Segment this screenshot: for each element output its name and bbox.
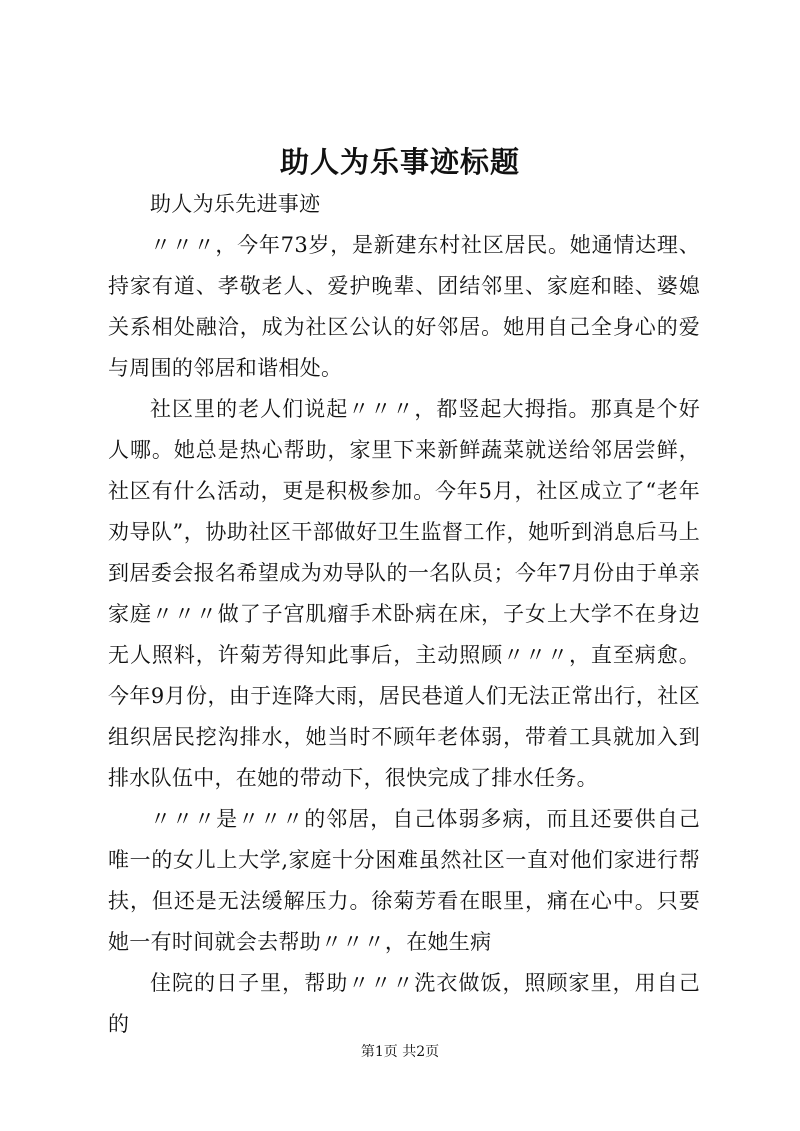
page-footer: 第1页 共2页 [360, 1044, 440, 1060]
document-title: 助人为乐事迹标题 [279, 145, 520, 179]
paragraph-heading: 助人为乐先进事迹 [150, 192, 321, 216]
paragraph: 〃〃〃，今年73岁，是新建东村社区居民。她通情达理、持家有道、孝敬老人、爱护晚辈、团结邻里、家庭和睦、婆媳关系相处融洽，成为社区公认的好邻居。她用自己全身心的爱与周围的邻居和谐相处。 [108, 233, 700, 380]
paragraph: 住院的日子里，帮助〃〃〃洗衣做饭，照顾家里，用自己的 [108, 971, 700, 1036]
paragraph: 〃〃〃是〃〃〃的邻居，自己体弱多病，而且还要供自己唯一的女儿上大学,家庭十分困难虽然社区一直对他们家进行帮扶，但还是无法缓解压力。徐菊芳看在眼里，痛在心中。只要她一有时间就会去帮助〃〃〃，在她生病 [108, 807, 700, 954]
paragraph: 社区里的老人们说起〃〃〃，都竖起大拇指。那真是个好人哪。她总是热心帮助，家里下来新鲜蔬菜就送给邻居尝鲜，社区有什么活动，更是积极参加。今年5月，社区成立了“老年劝导队”，协助社区干部做好卫生监督工作，她听到消息后马上到居委会报名希望成为劝导队的一名队员；今年7月份由于单亲家庭〃〃〃做了子宫肌瘤手术卧病在床，子女上大学不在身边无人照料，许菊芳得知此事后，主动照顾〃〃〃，直至病愈。今年9月份，由于连降大雨，居民巷道人们无法正常出行，社区组织居民挖沟排水，她当时不顾年老体弱，带着工具就加入到排水队伍中，在她的带动下，很快完成了排水任务。 [108, 397, 700, 790]
document-body [108, 184, 700, 1045]
